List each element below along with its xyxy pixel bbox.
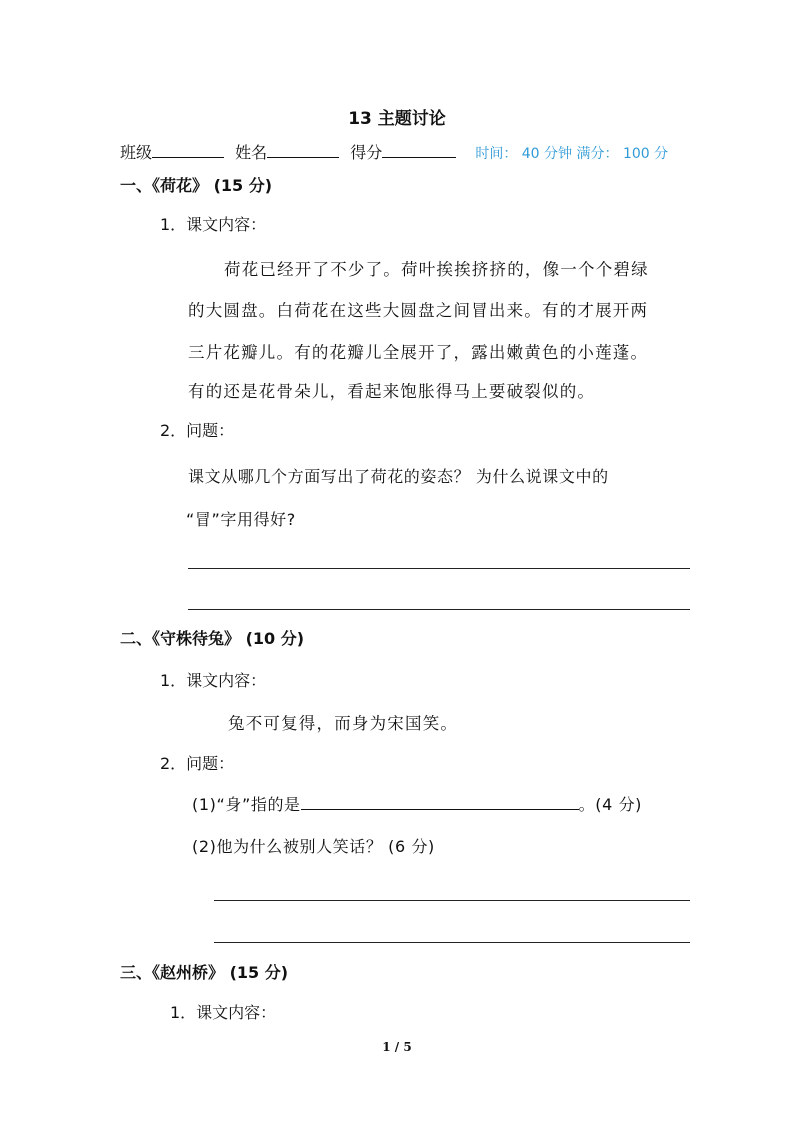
section-2-question-label: 2．问题： <box>160 754 235 773</box>
section-2-passage-line: 兔不可复得，而身为宋国笑。 <box>228 714 459 733</box>
score-blank[interactable] <box>382 143 456 158</box>
sub-question-1-prefix: (1)“身”指的是 <box>192 795 301 814</box>
section-2-heading: 二、《守株待兔》 (10 分) <box>120 629 305 648</box>
section-1-question-label: 2．问题： <box>160 421 235 440</box>
sub-question-1-suffix: 。(4 分) <box>578 795 643 814</box>
section-1-heading: 一、《荷花》 (15 分) <box>120 176 273 195</box>
section-1-passage-line: 的大圆盘。白荷花在这些大圆盘之间冒出来。有的才展开两 <box>188 301 649 320</box>
class-blank[interactable] <box>152 143 224 158</box>
section-1-content-label: 1．课文内容： <box>160 215 267 234</box>
student-info-row <box>120 140 668 163</box>
answer-line[interactable] <box>214 900 690 901</box>
section-2-sub-question-2: (2)他为什么被别人笑话？ (6 分) <box>192 837 435 856</box>
section-3-content-label: 1．课文内容： <box>170 1003 277 1022</box>
sub-question-1-blank[interactable] <box>301 795 579 810</box>
answer-line[interactable] <box>188 609 690 610</box>
section-2-sub-question-1 <box>192 792 642 815</box>
section-1-question-line: “冒”字用得好? <box>186 510 296 529</box>
answer-line[interactable] <box>188 568 690 569</box>
page-title: 13 主题讨论 <box>348 109 446 129</box>
time-score-info: 时间： 40 分钟 满分： 100 分 <box>475 146 669 162</box>
name-blank[interactable] <box>267 143 339 158</box>
section-1-passage-line: 荷花已经开了不少了。荷叶挨挨挤挤的，像一个个碧绿 <box>224 260 649 279</box>
page-number: 1 / 5 <box>382 1040 412 1054</box>
score-label: 得分 <box>350 143 383 162</box>
section-1-passage-line: 有的还是花骨朵儿，看起来饱胀得马上要破裂似的。 <box>188 382 596 401</box>
section-2-content-label: 1．课文内容： <box>160 671 267 690</box>
name-label: 姓名 <box>235 143 268 162</box>
answer-line[interactable] <box>214 942 690 943</box>
section-1-passage-line: 三片花瓣儿。有的花瓣儿全展开了，露出嫩黄色的小莲蓬。 <box>188 343 649 362</box>
section-3-heading: 三、《赵州桥》 (15 分) <box>120 963 289 982</box>
class-label: 班级 <box>120 143 153 162</box>
section-1-question-line: 课文从哪几个方面写出了荷花的姿态？ 为什么说课文中的 <box>188 467 609 486</box>
